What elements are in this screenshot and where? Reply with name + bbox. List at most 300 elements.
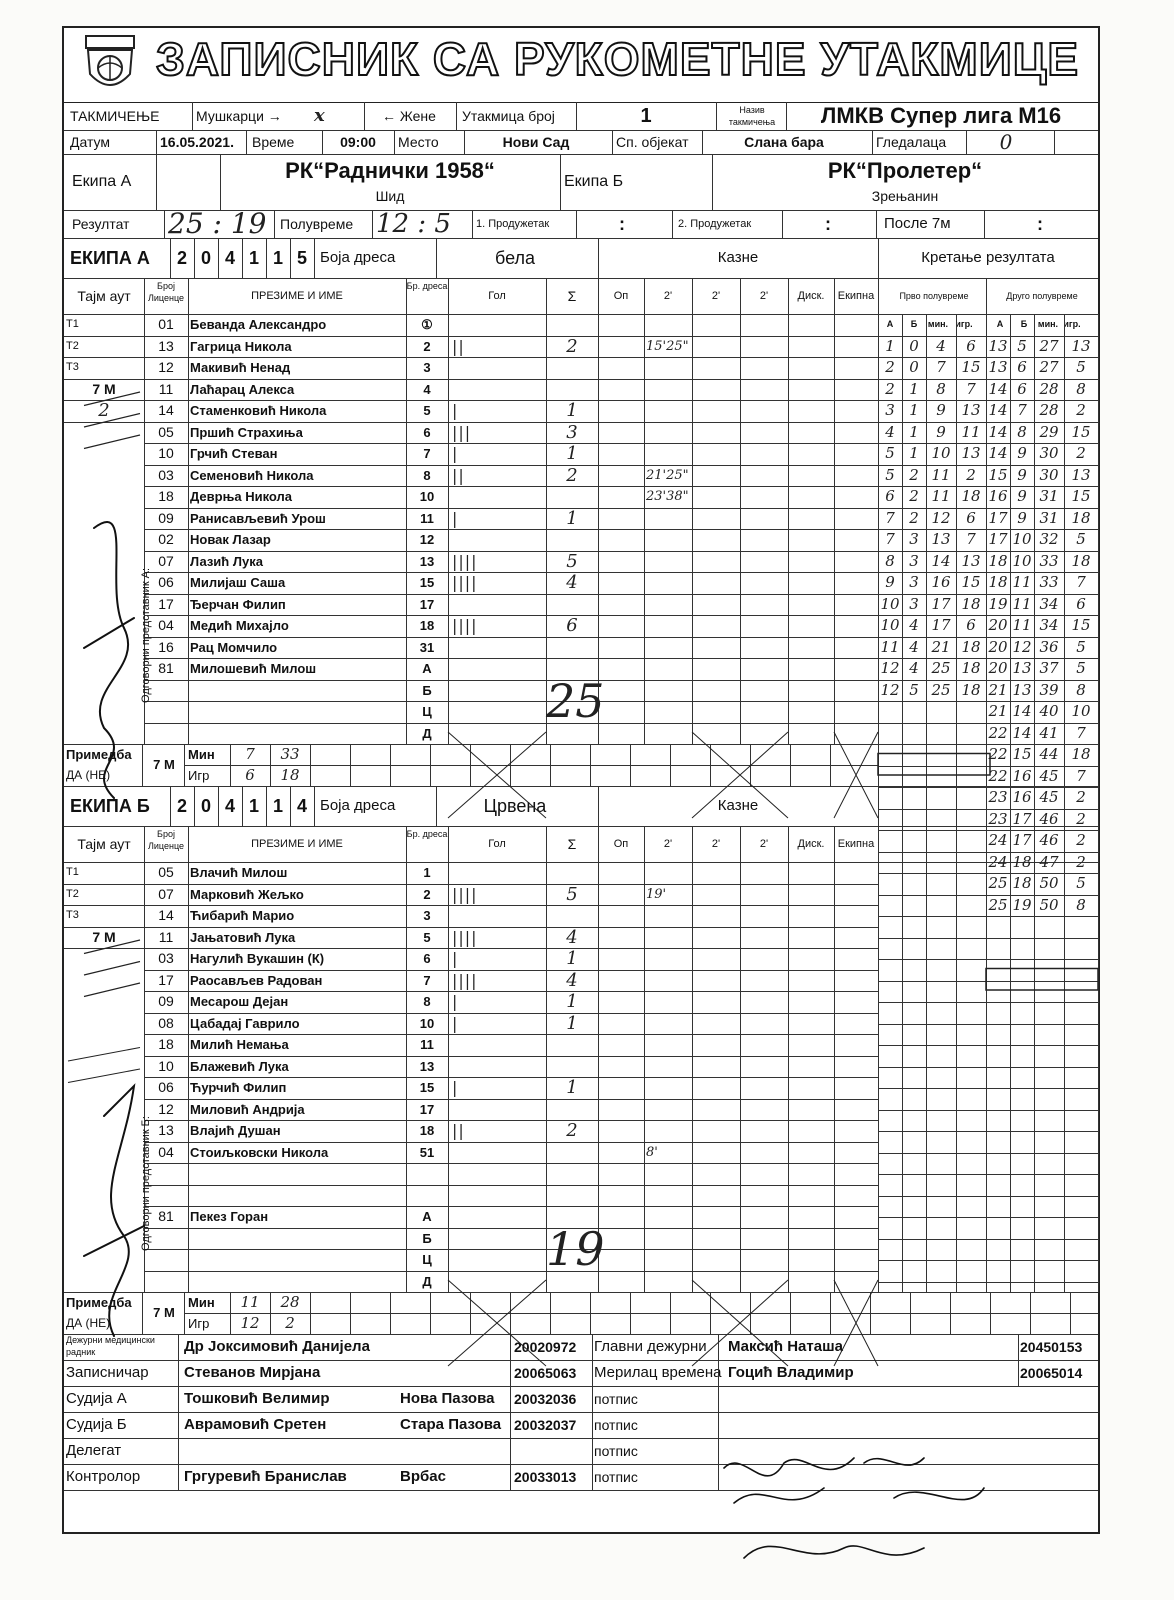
team-b-player-goals: 1 [566, 991, 578, 1012]
progress-second-value: 2 [1076, 852, 1086, 871]
progress-first-value: 8 [885, 551, 895, 570]
progress-second-value: 31 [1039, 508, 1059, 527]
team-a-team-penalty-header: Екипна [837, 290, 875, 302]
progress-first-value: 10 [880, 616, 900, 634]
official-name: Стеванов Мирјана [184, 1364, 321, 1381]
team-b-timeout-slash [84, 962, 140, 976]
progress-first-value: 5 [885, 444, 895, 462]
progress-second-value: 7 [1076, 573, 1086, 591]
progress-second-value: 21 [988, 680, 1008, 699]
team-b-player-name: Миловић Андрија [190, 1101, 305, 1117]
official-role: Записничар [66, 1364, 149, 1381]
progress-second-value: 20 [988, 637, 1008, 656]
progress-second-col-igr: игр. [1063, 319, 1081, 329]
team-b-player-license: 12 [158, 1100, 174, 1117]
progress-first-value: 3 [909, 551, 919, 570]
progress-first-value: 7 [885, 508, 895, 527]
progress-first-value: 16 [931, 573, 951, 591]
team-a-player-name: Грчић Стеван [190, 446, 278, 461]
team-b-timeout-2: T2 [66, 887, 79, 900]
team-a-player-goals: 1 [566, 507, 578, 529]
team-a-timeout-3: T3 [66, 361, 79, 373]
team-b-7m-igr: 12 [240, 1314, 260, 1332]
progress-first-value: 5 [885, 465, 895, 484]
progress-second-value: 10 [1012, 530, 1032, 548]
team-a-name-header: ПРЕЗИМЕ И ИМЕ [251, 290, 343, 302]
team-b-player-goal-tally: | [452, 1078, 459, 1097]
team-a-timeout-header: Тајм аут [77, 288, 131, 304]
official-name: Аврамовић Сретен [184, 1416, 327, 1433]
team-b-player-license: 04 [158, 1143, 174, 1160]
progress-second-value: 13 [1012, 680, 1032, 699]
team-a-timeout-1: T1 [66, 318, 79, 330]
team-a-player-license: 16 [158, 638, 174, 655]
progress-second-value: 46 [1039, 809, 1059, 828]
progress-first-value: 4 [909, 616, 919, 634]
spectators-label: Гледалаца [876, 134, 947, 150]
progress-first-value: 9 [936, 401, 946, 419]
team-b-disq-header: Диск. [797, 838, 825, 850]
team-a-goal-header: Гол [488, 290, 506, 302]
team-a-player-name: Милијаш Саша [190, 575, 286, 590]
progress-second-value: 13 [988, 336, 1008, 355]
progress-first-value: 15 [961, 573, 981, 591]
team-a-penalties-label: Казне [717, 249, 759, 266]
team-a-player-jersey: ① [421, 317, 433, 332]
team-a-suspension-header-1: 2' [663, 290, 673, 302]
progress-second-value: 47 [1039, 852, 1059, 871]
progress-first-value: 7 [966, 530, 976, 548]
official-role2: Главни дежурни [594, 1338, 707, 1355]
progress-second-value: 34 [1039, 616, 1059, 634]
official-license: 20033013 [514, 1469, 577, 1485]
progress-first-value: 1 [909, 379, 919, 398]
progress-first-value: 13 [961, 551, 981, 570]
team-a-player-jersey: 4 [423, 381, 431, 397]
progress-second-value: 20 [988, 616, 1008, 634]
team-a-player-jersey: 31 [419, 639, 435, 655]
team-b-player-jersey: 13 [419, 1058, 435, 1074]
progress-second-value: 9 [1017, 444, 1027, 462]
team-a-player-name: Семеновић Никола [190, 467, 314, 483]
progress-second-value: 7 [1076, 723, 1086, 742]
progress-second-value: 14 [988, 401, 1008, 419]
team-a-timeout-2: T2 [66, 339, 79, 352]
team-a-7m-label: 7 М [92, 380, 116, 397]
team-b-7m-summary-label: 7 М [153, 1305, 175, 1320]
team-b-player-name: Пекез Горан [190, 1209, 269, 1224]
team-b-7m-igr: 2 [285, 1314, 295, 1332]
team-a-player-license: 04 [158, 617, 174, 633]
progress-second-value: 16 [1012, 766, 1032, 785]
progress-first-value: 11 [880, 637, 900, 656]
team-a-jersey-header: Бр. дреса [406, 281, 448, 291]
progress-second-half-label: Друго полувреме [1006, 291, 1078, 301]
progress-first-value: 1 [909, 444, 919, 462]
progress-second-value: 9 [1017, 465, 1027, 484]
team-b-player-name: Милић Немања [190, 1037, 289, 1052]
progress-second-value: 16 [1012, 788, 1032, 806]
competition-name: ЛМКВ Супер лига М16 [820, 103, 1062, 128]
team-b-suspension-header-3: 2' [759, 838, 769, 850]
progress-second-value: 5 [1076, 530, 1086, 548]
team-b-player-license: 07 [158, 885, 174, 902]
progress-second-value: 27 [1039, 358, 1059, 376]
progress-second-value: 2 [1076, 401, 1086, 419]
team-a-player-jersey: 15 [419, 575, 435, 590]
team-b-timeout-extra-slash [68, 1069, 140, 1083]
team-a-player-jersey: 8 [423, 467, 431, 483]
team-a-player-jersey: 13 [419, 553, 435, 569]
team-b-player-name: Блажевић Лука [190, 1058, 289, 1074]
team-a-player-license: 12 [158, 359, 174, 375]
team-b-total-goals: 19 [546, 1222, 605, 1276]
team-b-player-goals: 4 [566, 969, 578, 991]
team-b-player-jersey: 18 [419, 1123, 435, 1138]
progress-second-value: 28 [1039, 379, 1059, 398]
progress-first-value: 9 [936, 422, 946, 441]
team-a-player-jersey: 17 [419, 596, 435, 612]
team-a-player-jersey: Ц [422, 704, 432, 719]
team-b-player-license: 10 [158, 1057, 174, 1074]
progress-halftime-box [878, 754, 990, 776]
men-mark: x [314, 105, 325, 126]
progress-first-value: 6 [966, 336, 976, 355]
progress-second-value: 45 [1039, 788, 1059, 806]
team-b-player-license: 06 [158, 1079, 174, 1095]
after-7m-label: После 7м [884, 215, 951, 232]
progress-second-value: 5 [1076, 659, 1086, 677]
progress-second-value: 18 [1071, 551, 1091, 570]
progress-second-value: 25 [988, 874, 1008, 892]
team-a-code-digit: 5 [296, 248, 307, 268]
progress-second-value: 15 [1071, 616, 1091, 634]
team-a-player-license: 17 [158, 595, 174, 612]
progress-second-value: 10 [1071, 702, 1091, 720]
team-a-player-jersey: 7 [423, 446, 431, 461]
progress-first-value: 0 [909, 336, 919, 355]
team-b-player-name: Ћурчић Филип [190, 1080, 287, 1095]
team-b-player-name: Стоиљковски Никола [190, 1144, 329, 1160]
team-b-player-goal-tally: |||| [452, 884, 478, 904]
progress-first-value: 1 [909, 401, 919, 419]
team-a-player-license: 18 [158, 488, 174, 504]
official-name2: Гоцић Владимир [728, 1364, 854, 1381]
progress-second-value: 28 [1039, 401, 1059, 419]
team-a-player-license: 11 [158, 380, 174, 397]
team-a-city: Шид [375, 188, 405, 204]
progress-first-value: 3 [909, 573, 919, 591]
competition-label: ТАКМИЧЕЊЕ [70, 108, 160, 124]
progress-second-value: 9 [1017, 487, 1027, 505]
team-a-player-goal-tally: |||| [452, 551, 478, 571]
team-b-player-license: 17 [158, 971, 174, 988]
official-role: Дежурни медицински радник [66, 1335, 155, 1357]
progress-first-value: 18 [961, 637, 981, 656]
team-b-player-name: Нагулић Вукашин (К) [190, 951, 325, 966]
official-role: Судија А [66, 1390, 127, 1407]
progress-second-value: 30 [1039, 444, 1059, 462]
official-city: Нова Пазова [400, 1390, 495, 1407]
progress-second-value: 30 [1039, 465, 1059, 484]
team-a-player-name: Лазић Лука [190, 553, 263, 569]
progress-second-value: 37 [1039, 659, 1059, 677]
progress-second-value: 15 [988, 465, 1008, 484]
progress-second-value: 5 [1017, 336, 1027, 355]
progress-second-value: 2 [1076, 788, 1086, 806]
progress-second-value: 22 [988, 723, 1008, 742]
progress-second-value: 31 [1039, 487, 1059, 505]
progress-first-value: 6 [966, 508, 976, 527]
team-b-igr-label: Игр [188, 1316, 210, 1331]
team-a-player-jersey: 18 [419, 618, 435, 633]
progress-second-value: 8 [1076, 680, 1086, 699]
official-role2: потпис [594, 1443, 638, 1459]
team-b-player-goal-tally: | [452, 992, 459, 1011]
progress-second-value: 44 [1039, 745, 1059, 763]
progress-second-value: 14 [1012, 702, 1032, 720]
referee-a-signature [724, 1458, 924, 1476]
progress-first-value: 4 [936, 336, 946, 355]
team-a-label: ЕКИПА А [70, 248, 150, 268]
team-a-player-jersey: 3 [423, 360, 431, 375]
team-b-code-digit: 4 [224, 796, 235, 816]
date-label: Датум [70, 134, 110, 150]
team-a-player-license: 06 [158, 574, 174, 590]
progress-second-value: 13 [1012, 659, 1032, 677]
team-b-suspension-header-2: 2' [711, 838, 721, 850]
progress-second-value: 33 [1039, 573, 1059, 591]
progress-second-value: 34 [1039, 594, 1059, 613]
team-b-timeout-3: T3 [66, 909, 79, 921]
official-license: 20032037 [514, 1417, 577, 1433]
progress-first-value: 1 [909, 422, 919, 441]
progress-second-value: 39 [1039, 680, 1059, 699]
progress-first-value: 4 [909, 659, 919, 677]
official-role2: Мерилац времена [594, 1364, 722, 1381]
team-b-player-license: 13 [158, 1122, 174, 1138]
progress-first-value: 10 [931, 444, 951, 462]
progress-second-value: 9 [1017, 508, 1027, 527]
team-b-yes-no: ДА (НЕ) [66, 1316, 111, 1330]
progress-first-value: 12 [931, 508, 951, 527]
team-a-player-suspension: 23'38" [646, 489, 689, 504]
progress-first-value: 11 [961, 422, 981, 441]
team-a-player-license: 01 [158, 316, 174, 332]
progress-first-col-igr: игр. [955, 319, 973, 329]
team-b-player-name: Јањатовић Лука [190, 929, 296, 945]
team-b-player-name: Марковић Жељко [190, 886, 304, 902]
progress-first-value: 2 [966, 465, 976, 484]
team-b-player-suspension: 8' [646, 1144, 658, 1160]
progress-first-value: 18 [961, 659, 981, 677]
team-a-player-jersey: 10 [419, 489, 435, 504]
team-b-player-jersey: 11 [420, 1037, 434, 1052]
team-a-7m-igr: 18 [280, 766, 300, 784]
progress-first-value: 17 [931, 594, 951, 613]
progress-second-value: 50 [1039, 874, 1059, 892]
progress-second-value: 8 [1076, 895, 1086, 914]
score-sheet [62, 26, 1100, 1534]
team-a-player-goal-tally: |||| [452, 573, 478, 592]
team-b-timeout-header: Тајм аут [77, 836, 131, 852]
team-a-player-license: 13 [158, 337, 174, 354]
team-b-code-digit: 1 [248, 796, 259, 816]
team-a-timeout-slash [84, 435, 140, 449]
progress-second-value: 21 [988, 702, 1008, 720]
team-b-player-license: 03 [158, 950, 174, 966]
progress-second-col-b: Б [1020, 319, 1028, 329]
team-b-player-license: 14 [158, 907, 174, 923]
team-a-disq-header: Диск. [797, 290, 825, 302]
team-a-player-goal-tally: | [452, 401, 459, 420]
progress-second-value: 5 [1076, 358, 1086, 376]
team-a-player-jersey: 11 [420, 510, 434, 526]
progress-second-value: 7 [1076, 766, 1086, 785]
team-b-warning-header: Оп [613, 838, 629, 850]
official-name: Гргуревић Бранислав [184, 1468, 347, 1485]
official-name: Др Јоксимовић Данијела [184, 1338, 370, 1355]
team-b-timeout-1: T1 [66, 866, 79, 878]
progress-second-value: 50 [1039, 895, 1059, 914]
women-label: ← Жене [382, 108, 436, 124]
team-b-player-jersey: 8 [423, 994, 431, 1009]
team-a-player-license: 81 [158, 660, 174, 676]
team-a-player-license: 10 [158, 445, 174, 461]
team-b-player-suspension: 19' [646, 886, 667, 902]
team-b-player-jersey: А [422, 1209, 432, 1224]
progress-second-value: 14 [988, 379, 1008, 398]
team-b-jersey-header: Бр. дреса [406, 829, 448, 839]
team-a-code-digit: 0 [200, 248, 211, 268]
progress-first-value: 12 [880, 680, 900, 699]
team-a-igr-label: Игр [188, 768, 210, 783]
progress-first-value: 13 [961, 444, 981, 462]
team-b-name: РК“Пролетер“ [827, 158, 983, 183]
team-a-warning-header: Оп [613, 290, 629, 302]
team-b-player-name: Влајић Душан [190, 1123, 281, 1138]
team-b-jersey-color-label: Боја дреса [320, 797, 396, 814]
progress-first-value: 17 [931, 616, 951, 634]
team-b-timeout-slash [84, 940, 140, 954]
team-a-player-suspension: 21'25" [646, 467, 689, 483]
place-label: Место [398, 134, 439, 150]
progress-second-value: 18 [1012, 874, 1032, 892]
progress-first-value: 2 [909, 487, 919, 505]
overtime1-label: 1. Продужетак [476, 218, 550, 230]
team-b-player-license: 08 [158, 1014, 174, 1031]
team-a-player-license: 09 [158, 509, 174, 526]
progress-first-value: 9 [885, 573, 895, 591]
progress-first-value: 11 [931, 465, 951, 484]
progress-second-value: 14 [988, 422, 1008, 441]
team-a-7m-igr: 6 [245, 766, 255, 784]
progress-first-value: 3 [909, 594, 919, 613]
team-a-representative-label: Одговорни представник А: [140, 567, 152, 703]
team-a-player-license: 05 [158, 423, 174, 440]
progress-second-value: 6 [1076, 594, 1086, 613]
team-b-player-goal-tally: |||| [452, 927, 478, 947]
progress-second-value: 16 [988, 487, 1008, 505]
halftime-result: 12 : 5 [376, 209, 451, 239]
team-b-player-goals: 1 [566, 1012, 578, 1034]
progress-first-half-label: Прво полувреме [899, 291, 969, 301]
progress-first-value: 7 [936, 358, 946, 376]
progress-second-value: 45 [1039, 766, 1059, 785]
team-b-name-header: ПРЕЗИМЕ И ИМЕ [251, 838, 343, 850]
team-b-timeout-slash [84, 983, 140, 997]
team-b-player-goal-tally: || [452, 1121, 465, 1140]
team-b-player-license: 11 [158, 928, 174, 945]
progress-first-value: 25 [931, 680, 951, 699]
progress-second-value: 32 [1039, 530, 1059, 548]
team-a-sum-header: Σ [567, 288, 577, 304]
team-b-player-name: Месарош Дејан [190, 994, 289, 1009]
progress-second-value: 6 [1017, 379, 1027, 398]
progress-second-value: 29 [1039, 422, 1059, 441]
team-a-7m-value: 2 [98, 400, 110, 421]
team-b-player-license: 18 [158, 1036, 174, 1052]
team-b-player-jersey: 17 [419, 1101, 435, 1117]
progress-first-value: 2 [909, 508, 919, 527]
team-b-player-goals: 4 [566, 926, 578, 948]
progress-second-value: 18 [1071, 508, 1091, 527]
team-b-goal-header: Гол [488, 838, 506, 850]
progress-final-box [986, 969, 1098, 991]
progress-first-value: 14 [931, 551, 951, 570]
progress-first-value: 18 [961, 594, 981, 613]
team-b-player-goal-tally: |||| [452, 970, 478, 990]
official-name: Тошковић Велимир [184, 1390, 330, 1407]
team-a-timeout-slash [84, 414, 140, 428]
team-b-code-digit: 2 [176, 796, 187, 816]
team-b-player-jersey: 7 [423, 972, 431, 988]
progress-second-value: 8 [1076, 379, 1086, 398]
team-a-player-name: Деврња Никола [190, 489, 293, 504]
progress-second-col-min: мин. [1037, 319, 1059, 329]
progress-second-value: 18 [1071, 745, 1091, 763]
team-b-player-name: Влачић Милош [190, 865, 288, 880]
team-a-player-license: 07 [158, 552, 174, 569]
team-b-player-goals: 1 [566, 948, 578, 969]
team-b-player-jersey: Д [422, 1273, 432, 1289]
spectators-count: 0 [999, 130, 1013, 154]
team-b-code-digit: 4 [296, 796, 307, 816]
team-a-player-name: Милошевић Милош [190, 661, 317, 676]
progress-first-value: 3 [885, 401, 895, 419]
team-a-player-goals: 5 [566, 550, 578, 572]
team-b-player-goals: 5 [566, 883, 578, 905]
progress-first-value: 21 [931, 637, 951, 656]
progress-first-col-a: А [886, 319, 894, 329]
team-a-license-header: Број Лиценце [147, 281, 185, 303]
after-7m-score: : [1037, 214, 1043, 234]
team-a-suspension-header-3: 2' [759, 290, 769, 302]
progress-second-value: 15 [1071, 487, 1091, 505]
team-a-player-name: Беванда Александро [190, 317, 327, 332]
team-a-player-goal-tally: || [452, 465, 465, 485]
team-b-player-goals: 1 [566, 1077, 578, 1098]
progress-second-value: 19 [1012, 895, 1032, 914]
team-a-7m-min: 7 [245, 745, 255, 763]
progress-second-value: 5 [1076, 874, 1086, 892]
progress-first-value: 18 [961, 680, 981, 699]
team-a-player-name: Лаћарац Алекса [190, 381, 295, 397]
team-b-representative-signature [84, 1086, 144, 1336]
progress-first-value: 11 [931, 487, 951, 505]
halftime-label: Полувреме [280, 216, 354, 232]
official-role: Делегат [66, 1442, 122, 1459]
